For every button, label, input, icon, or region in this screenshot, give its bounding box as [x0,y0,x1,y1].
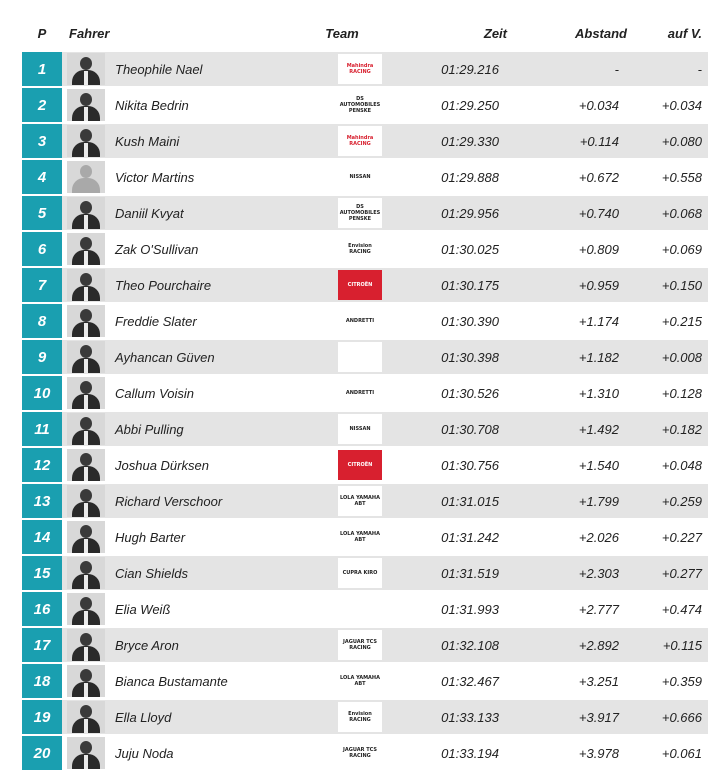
gap-to-previous: +0.069 [661,241,702,257]
position-cell: 3 [22,124,62,158]
lap-time: 01:30.175 [441,277,499,293]
table-row[interactable] [22,664,708,698]
driver-name[interactable]: Juju Noda [115,745,174,761]
position-cell: 2 [22,88,62,122]
gap-to-previous: +0.227 [661,529,702,545]
table-row[interactable] [22,340,708,374]
gap-to-leader: +1.540 [578,457,619,473]
lap-time: 01:30.025 [441,241,499,257]
driver-photo [67,485,105,517]
table-row[interactable] [22,124,708,158]
driver-photo [67,521,105,553]
team-logo: ANDRETTI [338,378,382,408]
gap-to-previous: +0.259 [661,493,702,509]
driver-name[interactable]: Freddie Slater [115,313,197,329]
driver-name[interactable]: Nikita Bedrin [115,97,189,113]
lap-time: 01:30.526 [441,385,499,401]
gap-to-leader: +2.892 [578,637,619,653]
team-logo: CITROËN [338,270,382,300]
position-cell: 9 [22,340,62,374]
gap-to-leader: +0.034 [578,97,619,113]
driver-photo [67,233,105,265]
table-row[interactable] [22,556,708,590]
table-row[interactable] [22,412,708,446]
team-logo: Mahindra RACING [338,126,382,156]
driver-name[interactable]: Bryce Aron [115,637,179,653]
position-cell: 13 [22,484,62,518]
driver-photo [67,161,105,193]
lap-time: 01:32.467 [441,673,499,689]
driver-name[interactable]: Callum Voisin [115,385,194,401]
gap-to-previous: +0.182 [661,421,702,437]
position-cell: 12 [22,448,62,482]
driver-photo [67,341,105,373]
team-logo: ANDRETTI [338,306,382,336]
gap-to-previous: +0.115 [662,637,702,653]
gap-to-leader: +0.114 [579,133,619,149]
team-logo [338,342,382,372]
lap-time: 01:31.242 [441,529,499,545]
lap-time: 01:31.519 [441,565,499,581]
driver-name[interactable]: Victor Martins [115,169,195,185]
lap-time: 01:30.398 [441,349,499,365]
lap-time: 01:30.756 [441,457,499,473]
driver-photo [67,377,105,409]
gap-to-previous: +0.061 [661,745,702,761]
driver-photo [67,701,105,733]
gap-to-leader: +1.182 [578,349,619,365]
gap-to-leader: +3.917 [578,709,619,725]
table-row[interactable] [22,232,708,266]
gap-to-previous: +0.215 [661,313,702,329]
lap-time: 01:31.015 [441,493,499,509]
gap-to-leader: +3.978 [578,745,619,761]
team-logo: JAGUAR TCS RACING [338,630,382,660]
gap-to-previous: +0.150 [661,277,702,293]
team-logo: Envision RACING [338,234,382,264]
table-body [22,52,708,770]
driver-name[interactable]: Ella Lloyd [115,709,172,725]
table-row[interactable] [22,700,708,734]
header-gap: Abstand [575,25,627,41]
team-logo: Envision RACING [338,702,382,732]
driver-photo [67,737,105,769]
gap-to-previous: +0.359 [661,673,702,689]
gap-to-leader: +0.959 [578,277,619,293]
driver-name[interactable]: Zak O'Sullivan [115,241,199,257]
table-row[interactable] [22,160,708,194]
table-row[interactable] [22,268,708,302]
position-cell: 20 [22,736,62,770]
table-row[interactable] [22,88,708,122]
lap-time: 01:30.708 [441,421,499,437]
gap-to-previous: +0.080 [661,133,702,149]
driver-photo [67,305,105,337]
gap-to-leader: +1.799 [578,493,619,509]
gap-to-previous: +0.048 [661,457,702,473]
driver-photo [67,53,105,85]
gap-to-previous: - [697,61,702,77]
driver-name[interactable]: Cian Shields [115,565,188,581]
gap-to-previous: +0.277 [661,565,702,581]
table-row[interactable] [22,376,708,410]
gap-to-leader: +1.492 [578,421,619,437]
table-row[interactable] [22,52,708,86]
table-row[interactable] [22,448,708,482]
lap-time: 01:33.133 [441,709,499,725]
driver-name[interactable]: Joshua Dürksen [115,457,209,473]
driver-photo [67,557,105,589]
gap-to-leader: +2.303 [578,565,619,581]
driver-photo [67,629,105,661]
driver-photo [67,413,105,445]
position-cell: 5 [22,196,62,230]
gap-to-leader: +0.809 [578,241,619,257]
driver-name[interactable]: Richard Verschoor [115,493,223,509]
team-logo: NISSAN [338,162,382,192]
lap-time: 01:31.993 [441,601,499,617]
driver-photo [67,593,105,625]
lap-time: 01:29.330 [441,133,499,149]
position-cell: 19 [22,700,62,734]
driver-photo [67,665,105,697]
team-logo: JAGUAR TCS RACING [338,738,382,768]
gap-to-previous: +0.474 [661,601,702,617]
driver-photo [67,125,105,157]
lap-time: 01:33.194 [441,745,499,761]
position-cell: 8 [22,304,62,338]
driver-photo [67,89,105,121]
team-logo [338,594,382,624]
lap-time: 01:32.108 [441,637,499,653]
lap-time: 01:29.250 [441,97,499,113]
lap-time: 01:29.216 [441,61,499,77]
team-logo: LOLA YAMAHA ABT [338,666,382,696]
driver-photo [67,269,105,301]
driver-name[interactable]: Abbi Pulling [115,421,184,437]
position-cell: 11 [22,412,62,446]
gap-to-previous: +0.034 [661,97,702,113]
driver-name[interactable]: Theophile Nael [115,61,203,77]
team-logo: LOLA YAMAHA ABT [338,486,382,516]
gap-to-leader: +0.672 [578,169,619,185]
table-row[interactable] [22,484,708,518]
team-logo: NISSAN [338,414,382,444]
driver-name[interactable]: Elia Weiß [115,601,171,617]
position-cell: 15 [22,556,62,590]
lap-time: 01:29.956 [441,205,499,221]
gap-to-leader: - [614,61,619,77]
gap-to-leader: +2.777 [578,601,619,617]
gap-to-previous: +0.068 [661,205,702,221]
team-logo: CITROËN [338,450,382,480]
lap-time: 01:29.888 [441,169,499,185]
position-cell: 10 [22,376,62,410]
team-logo: Mahindra RACING [338,54,382,84]
driver-photo [67,449,105,481]
table-row[interactable] [22,736,708,770]
gap-to-leader: +2.026 [578,529,619,545]
gap-to-leader: +1.174 [578,313,619,329]
position-cell: 18 [22,664,62,698]
team-logo: DS AUTOMOBILES PENSKE [338,90,382,120]
table-row[interactable] [22,592,708,626]
lap-time: 01:30.390 [441,313,499,329]
driver-name[interactable]: Bianca Bustamante [115,673,228,689]
header-time: Zeit [483,25,507,41]
driver-name[interactable]: Theo Pourchaire [115,277,212,293]
header-driver: Fahrer [69,25,110,41]
gap-to-leader: +3.251 [578,673,619,689]
header-position: P [37,25,47,41]
position-cell: 7 [22,268,62,302]
table-row[interactable] [22,628,708,662]
gap-to-leader: +0.740 [578,205,619,221]
driver-name[interactable]: Ayhancan Güven [115,349,215,365]
table-row[interactable] [22,304,708,338]
gap-to-leader: +1.310 [578,385,619,401]
results-table [22,16,708,772]
gap-to-previous: +0.008 [661,349,702,365]
position-cell: 1 [22,52,62,86]
team-logo: CUPRA KIRO [338,558,382,588]
team-logo: DS AUTOMOBILES PENSKE [338,198,382,228]
header-interval: auf V. [667,25,702,41]
gap-to-previous: +0.128 [661,385,702,401]
header-team: Team [325,25,359,41]
position-cell: 17 [22,628,62,662]
driver-photo [67,197,105,229]
position-cell: 4 [22,160,62,194]
position-cell: 6 [22,232,62,266]
driver-name[interactable]: Kush Maini [115,133,180,149]
gap-to-previous: +0.558 [661,169,702,185]
table-header [22,16,708,50]
table-row[interactable] [22,196,708,230]
position-cell: 16 [22,592,62,626]
position-cell: 14 [22,520,62,554]
gap-to-previous: +0.666 [661,709,702,725]
team-logo: LOLA YAMAHA ABT [338,522,382,552]
table-row[interactable] [22,520,708,554]
driver-name[interactable]: Daniil Kvyat [115,205,184,221]
driver-name[interactable]: Hugh Barter [115,529,186,545]
